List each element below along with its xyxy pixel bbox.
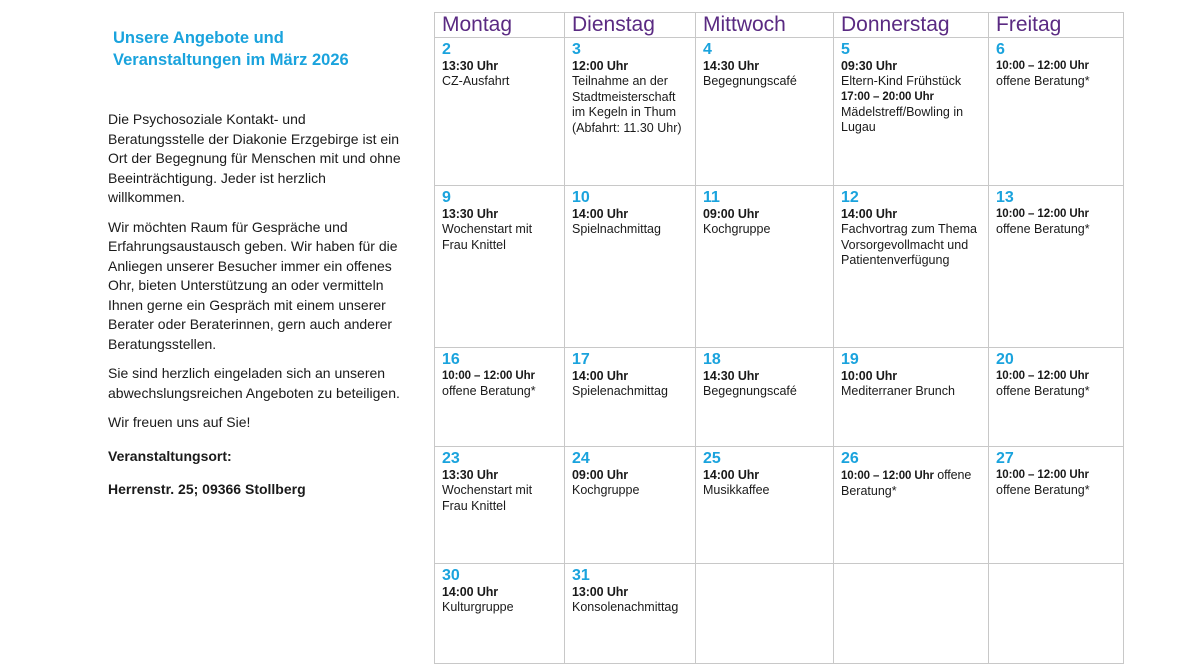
calendar-week-1: [435, 38, 1124, 186]
event-description: Fachvortrag zum Thema Vorsorgevollmacht und Patientenverfügung: [841, 222, 977, 267]
event-time: 12:00 Uhr: [572, 59, 629, 73]
event-time: 14:00 Uhr: [703, 468, 760, 482]
calendar-cell: [565, 186, 696, 348]
event-description: Kulturgruppe: [442, 600, 514, 614]
calendar-cell: [565, 348, 696, 447]
calendar-cell: [834, 186, 989, 348]
day-number: 23: [442, 450, 460, 467]
day-number: 18: [703, 351, 721, 368]
event-time: 13:30 Uhr: [442, 207, 499, 221]
event-time: 09:00 Uhr: [572, 468, 629, 482]
calendar-week-3: [435, 348, 1124, 447]
calendar-cell: [565, 38, 696, 186]
event-description: Konsolenachmittag: [572, 600, 679, 614]
intro-paragraph-4: Wir freuen uns auf Sie!: [108, 414, 251, 430]
event-time: 14:00 Uhr: [572, 369, 629, 383]
day-number: 17: [572, 351, 590, 368]
venue-address: Herrenstr. 25; 09366 Stollberg: [108, 481, 306, 497]
calendar-cell: [696, 38, 834, 186]
event-time: 13:00 Uhr: [572, 585, 629, 599]
day-number: 24: [572, 450, 590, 467]
calendar-cell: [834, 38, 989, 186]
day-number: 27: [996, 450, 1014, 467]
event-description: offene Beratung*: [996, 222, 1090, 236]
event-time: 14:00 Uhr: [841, 207, 898, 221]
day-number: 16: [442, 351, 460, 368]
calendar-cell-empty: [834, 564, 989, 664]
title-line-2: Veranstaltungen im März 2026: [113, 51, 349, 69]
event-description: offene Beratung*: [996, 384, 1090, 398]
page-title: [113, 27, 413, 71]
calendar-cell: [435, 348, 565, 447]
calendar-cell: [834, 348, 989, 447]
intro-paragraph-2: Wir möchten Raum für Gespräche und Erfahrungsaustausch geben. Wir haben für die Anliegen unserer Besucher immer ein offenes Ohr, bieten Unterstützung an oder vermitteln Ihnen gerne ein Gespräch mit einem unserer Berater oder Beraterinnen, gern auch anderer Beratungsstellen.: [108, 218, 398, 352]
calendar-cell: [435, 186, 565, 348]
weekday-header-wednesday: Mittwoch: [696, 13, 834, 38]
day-number: 5: [841, 41, 850, 58]
event-time: 09:00 Uhr: [703, 207, 760, 221]
event-time: 14:00 Uhr: [442, 585, 499, 599]
intro-paragraph-3: Sie sind herzlich eingeladen sich an unseren abwechslungsreichen Angeboten zu beteiligen.: [108, 365, 400, 401]
event-time: 14:30 Uhr: [703, 369, 760, 383]
event-time: 09:30 Uhr: [841, 59, 898, 73]
day-number: 26: [841, 450, 859, 467]
day-number: 19: [841, 351, 859, 368]
calendar-cell-empty: [696, 564, 834, 664]
day-number: 4: [703, 41, 712, 58]
event-time: 10:00 – 12:00 Uhr: [996, 60, 1089, 72]
title-line-1: Unsere Angebote und: [113, 29, 284, 47]
event-description: offene Beratung*: [996, 74, 1090, 88]
event-description: Begegnungscafé: [703, 384, 797, 398]
calendar-cell: [435, 447, 565, 564]
day-number: 13: [996, 189, 1014, 206]
day-number: 31: [572, 567, 590, 584]
day-number: 30: [442, 567, 460, 584]
event-time: 10:00 – 12:00 Uhr: [996, 469, 1089, 481]
event-time: 13:30 Uhr: [442, 468, 499, 482]
calendar-cell: [565, 564, 696, 664]
weekday-header-thursday: Donnerstag: [834, 13, 989, 38]
event-time: 17:00 – 20:00 Uhr: [841, 90, 934, 103]
event-description: Teilnahme an der Stadtmeisterschaft im Kegeln in Thum (Abfahrt: 11.30 Uhr): [572, 74, 682, 135]
calendar-week-2: [435, 186, 1124, 348]
weekday-header-monday: Montag: [435, 13, 565, 38]
calendar-cell: [696, 348, 834, 447]
day-number: 11: [703, 189, 720, 206]
calendar-cell: [834, 447, 989, 564]
day-number: 12: [841, 189, 859, 206]
event-calendar: [434, 12, 1124, 664]
event-time: [841, 468, 981, 484]
intro-paragraph-1: Die Psychosoziale Kontakt- und Beratungsstelle der Diakonie Erzgebirge ist ein Ort der Begegnung für Menschen mit und ohne Beeinträchtigung. Jeder ist herzlich willkommen.: [108, 111, 401, 205]
day-number: 20: [996, 351, 1014, 368]
intro-text: [108, 110, 406, 500]
event-description: Wochenstart mit Frau Knittel: [442, 222, 533, 252]
calendar-cell: [696, 447, 834, 564]
event-description: CZ-Ausfahrt: [442, 74, 510, 88]
event-description: Wochenstart mit Frau Knittel: [442, 483, 533, 513]
day-number: 3: [572, 41, 581, 58]
event-description: Eltern-Kind Frühstück: [841, 74, 962, 88]
event-time: 10:00 – 12:00 Uhr: [996, 208, 1089, 220]
event-description: Spielenachmittag: [572, 384, 668, 398]
calendar-cell: [565, 447, 696, 564]
event-description: offene Beratung*: [442, 384, 536, 398]
calendar-cell: [696, 186, 834, 348]
event-description: Spielnachmittag: [572, 222, 661, 236]
event-time: 10:00 – 12:00 Uhr: [996, 370, 1089, 382]
event-description: Begegnungscafé: [703, 74, 797, 88]
calendar-cell: [989, 447, 1124, 564]
event-time-text: 10:00 – 12:00 Uhr: [841, 470, 934, 482]
event-description: Kochgruppe: [703, 222, 771, 236]
calendar-cell: [435, 564, 565, 664]
weekday-header-friday: Freitag: [989, 13, 1124, 38]
calendar-cell-empty: [989, 564, 1124, 664]
event-time: 10:00 Uhr: [841, 369, 898, 383]
day-number: 10: [572, 189, 590, 206]
event-description: offene Beratung*: [996, 483, 1090, 497]
event-description: Beratung*: [841, 484, 897, 498]
event-time: 14:30 Uhr: [703, 59, 760, 73]
day-number: 9: [442, 189, 451, 206]
day-number: 6: [996, 41, 1005, 58]
weekday-header-tuesday: Dienstag: [565, 13, 696, 38]
day-number: 25: [703, 450, 721, 467]
calendar-week-4: [435, 447, 1124, 564]
event-time: 13:30 Uhr: [442, 59, 499, 73]
calendar-cell: [989, 348, 1124, 447]
event-time: 10:00 – 12:00 Uhr: [442, 370, 535, 382]
event-time: 14:00 Uhr: [572, 207, 629, 221]
day-number: 2: [442, 41, 451, 58]
calendar-cell: [435, 38, 565, 186]
event-description: Mädelstreff/Bowling in Lugau: [841, 104, 964, 134]
event-description: Musikkaffee: [703, 483, 770, 497]
venue-label: Veranstaltungsort:: [108, 447, 232, 464]
event-description: Mediterraner Brunch: [841, 384, 955, 398]
calendar-cell: [989, 186, 1124, 348]
event-description: Kochgruppe: [572, 483, 640, 497]
calendar-week-5: [435, 564, 1124, 664]
calendar-cell: [989, 38, 1124, 186]
event-description-inline: offene: [933, 468, 972, 482]
weekday-header-row: [435, 13, 1124, 38]
